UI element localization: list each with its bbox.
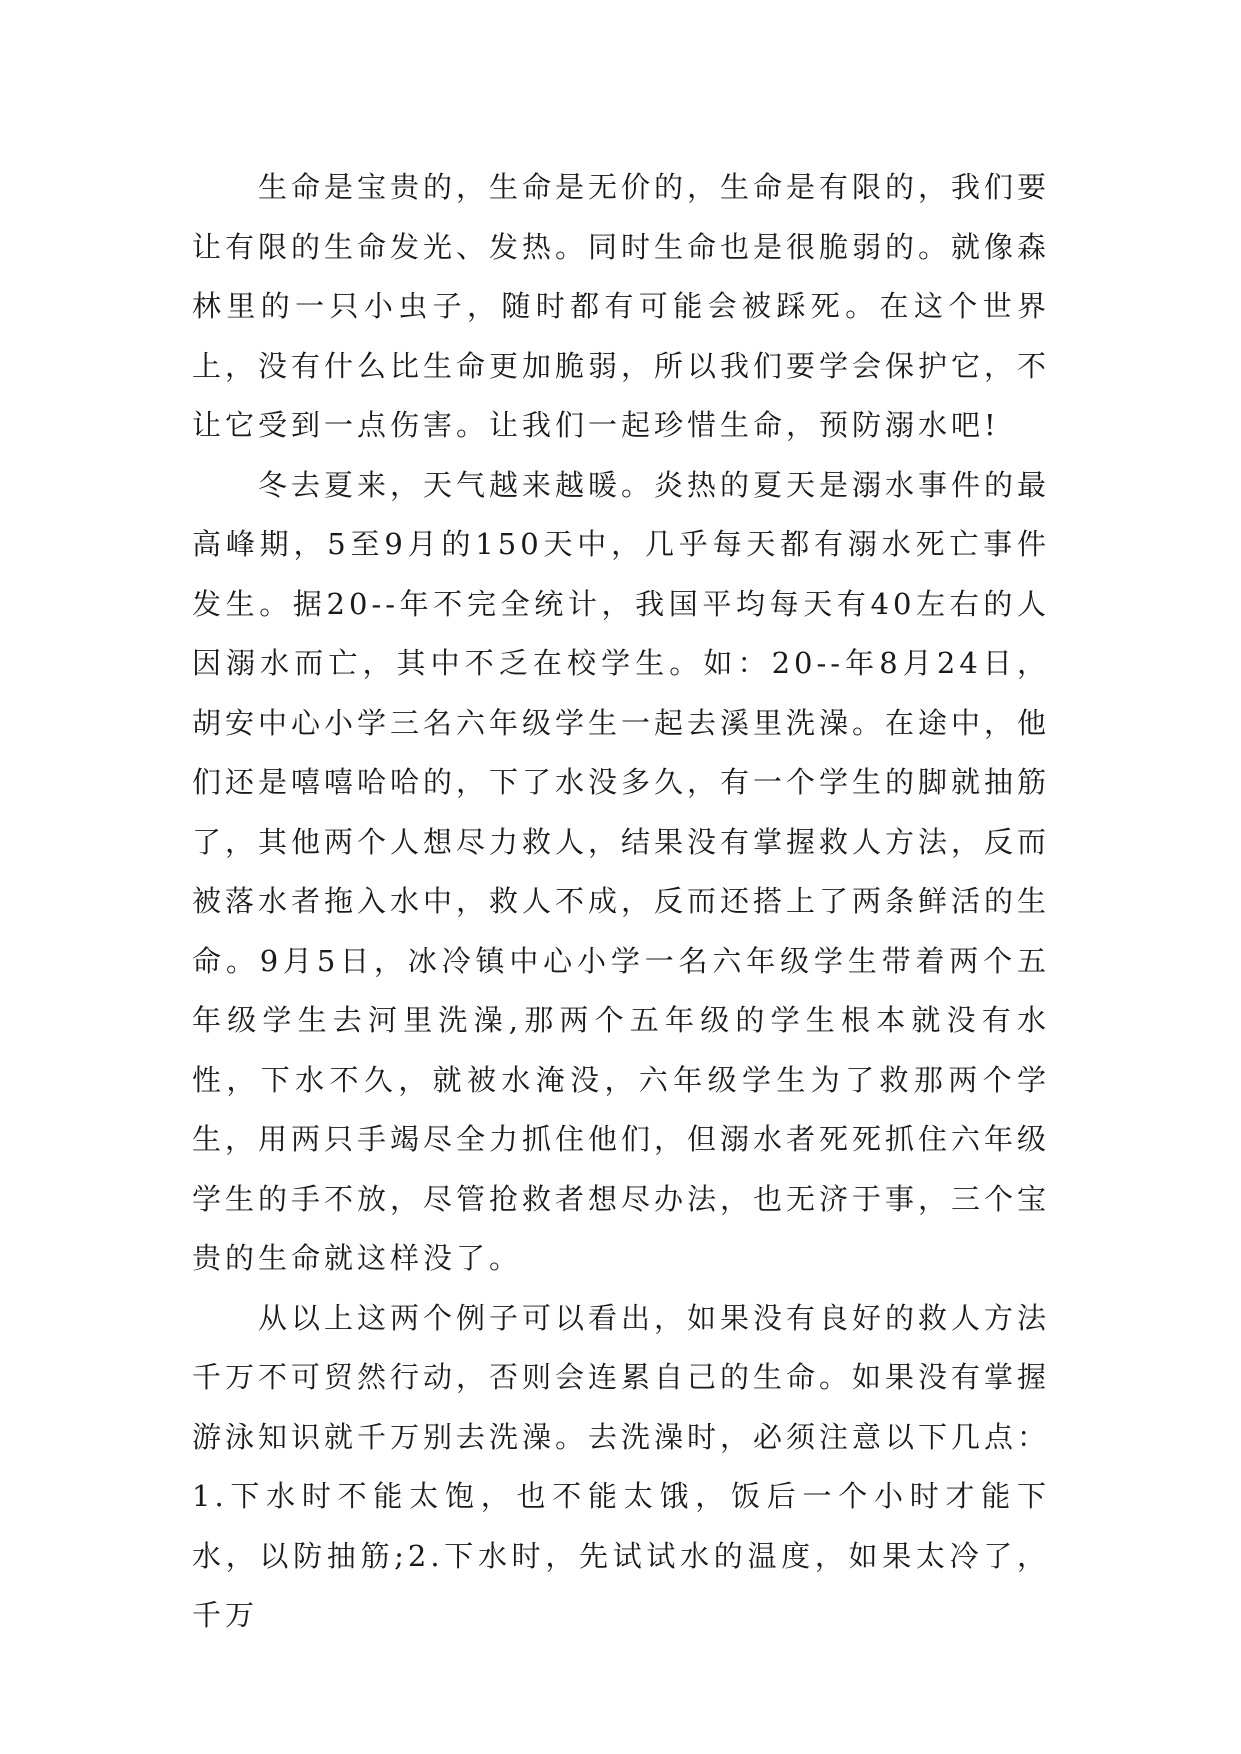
paragraph-safety-tips: 从以上这两个例子可以看出，如果没有良好的救人方法千万不可贸然行动，否则会连累自己的生命。如果没有掌握游泳知识就千万别去洗澡。去洗澡时，必须注意以下几点：1.下水时不能太饱，也不能太饿，饭后一个小时才能下水，以防抽筋;2.下水时，先试试水的温度，如果太冷了，千万 (192, 1300, 1051, 1632)
document-body (192, 158, 1050, 1646)
paragraph-drowning-cases: 冬去夏来，天气越来越暖。炎热的夏天是溺水事件的最高峰期，5至9月的150天中，几乎每天都有溺水死亡事件发生。据20--年不完全统计，我国平均每天有40左右的人因溺水而亡，其中不乏在校学生。如：20--年8月24日，胡安中心小学三名六年级学生一起去溪里洗澡。在途中，他们还是嘻嘻哈哈的，下了水没多久，有一个学生的脚就抽筋了，其他两个人想尽力救人，结果没有掌握救人方法，反而被落水者拖入水中，救人不成，反而还搭上了两条鲜活的生命。9月5日，冰冷镇中心小学一名六年级学生带着两个五年级学生去河里洗澡,那两个五年级的学生根本就没有水性，下水不久，就被水淹没，六年级学生为了救那两个学生，用两只手竭尽全力抓住他们，但溺水者死死抓住六年级学生的手不放，尽管抢救者想尽办法，也无济于事，三个宝贵的生命就这样没了。 (192, 467, 1051, 1275)
paragraph-cherish-life: 生命是宝贵的，生命是无价的，生命是有限的，我们要让有限的生命发光、发热。同时生命也是很脆弱的。就像森林里的一只小虫子，随时都有可能会被踩死。在这个世界上，没有什么比生命更加脆弱，所以我们要学会保护它，不让它受到一点伤害。让我们一起珍惜生命，预防溺水吧! (192, 170, 1051, 442)
